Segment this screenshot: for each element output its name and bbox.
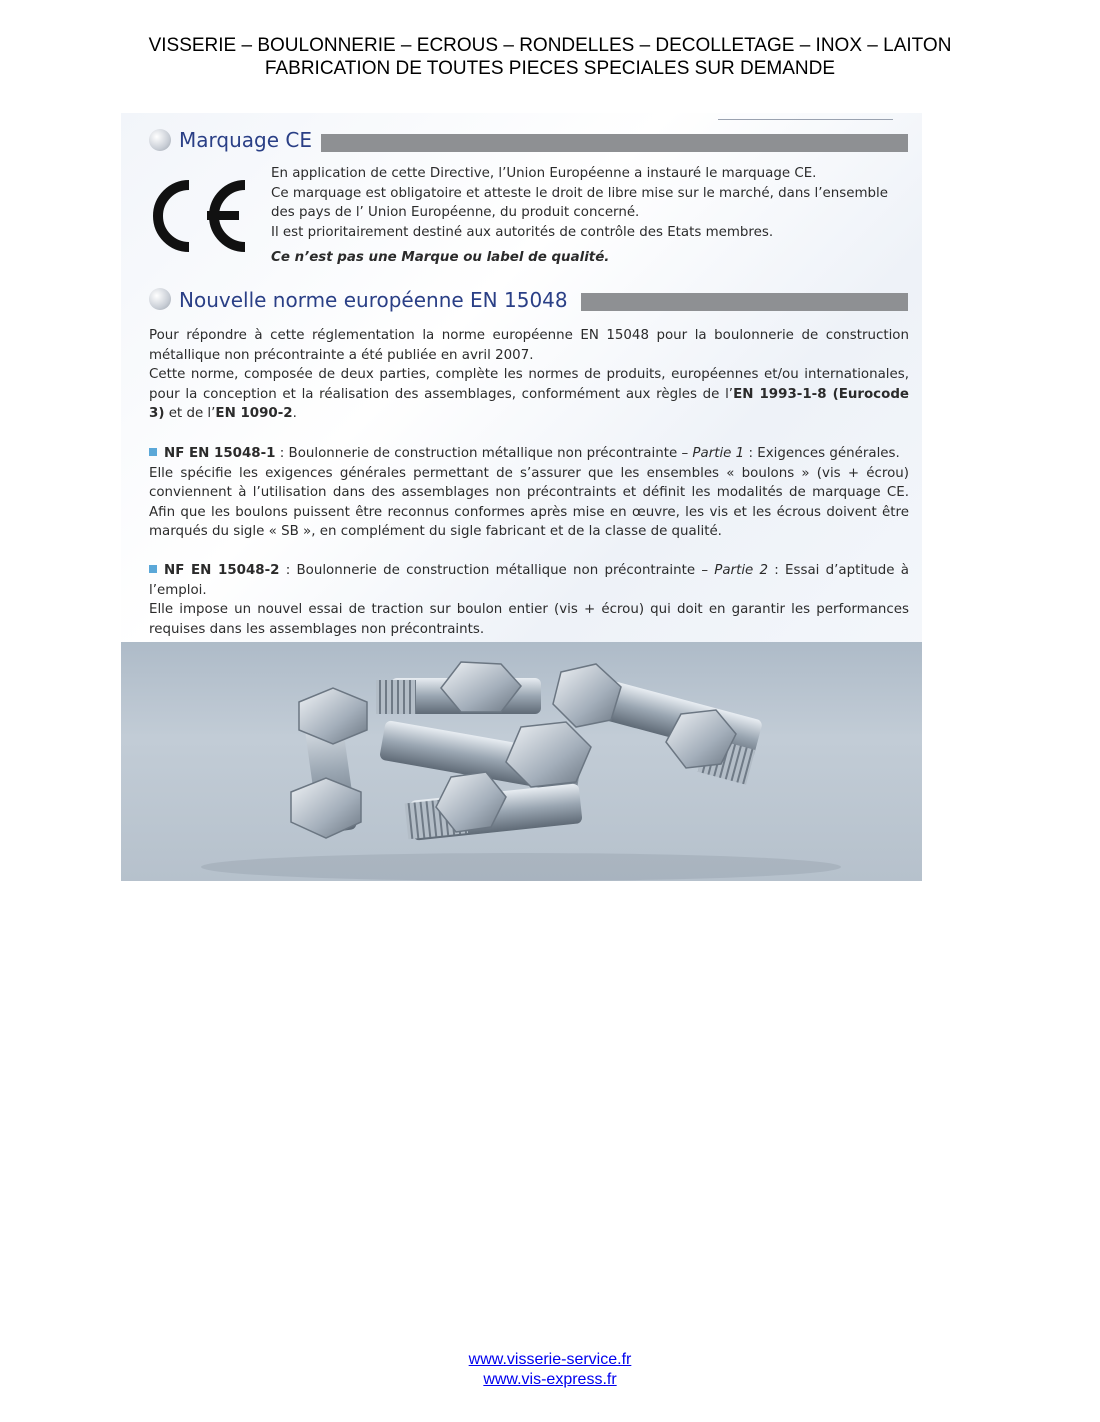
marquage-emphasis: Ce n’est pas une Marque ou label de qualité. bbox=[271, 250, 610, 266]
marquage-line-1: En application de cette Directive, l’Union Européenne a instauré le marquage CE. bbox=[271, 166, 817, 181]
bubble-icon bbox=[149, 129, 171, 151]
part1-code: NF EN 15048-1 bbox=[164, 446, 276, 461]
eurocode-ref: EN 1993-1-8 (Eurocode 3) bbox=[149, 386, 909, 422]
section-bar bbox=[321, 134, 908, 152]
footer-link-vis-express[interactable]: www.vis-express.fr bbox=[483, 1371, 617, 1388]
part2-heading bbox=[149, 561, 909, 600]
part2-desc: : Essai d’aptitude à l’emploi. bbox=[149, 563, 909, 598]
marquage-ce-title: Marquage CE bbox=[179, 128, 312, 152]
part1-heading bbox=[149, 444, 909, 464]
part1-block bbox=[149, 444, 909, 542]
page-footer bbox=[0, 1350, 1100, 1390]
intro-text: . bbox=[292, 406, 297, 422]
part1-desc: : Exigences générales. bbox=[744, 446, 900, 461]
bullet-square-icon bbox=[149, 565, 157, 573]
part2-partie: Partie 2 bbox=[714, 563, 769, 578]
norme-title: Nouvelle norme européenne EN 15048 bbox=[179, 288, 568, 312]
bubble-icon bbox=[149, 288, 171, 310]
part1-body: Elle spécifie les exigences générales permettant de s’assurer que les ensembles « boulons » (vis + écrou) conviennent à l’utilisation dans des assemblages non précontraints et définit les modalités de marquage CE. Afin que les boulons puissent être reconnus conformes après mise en œuvre, les vis et les écrous doivent être marqués du sigle « SB », en complément du sigle fabricant et de la classe de qualité. bbox=[149, 465, 909, 540]
header-line-1: VISSERIE – BOULONNERIE – ECROUS – RONDELLES – DECOLLETAGE – INOX – LAITON bbox=[148, 35, 952, 56]
part2-code: NF EN 15048-2 bbox=[164, 563, 280, 578]
part1-desc: : Boulonnerie de construction métallique non précontrainte – bbox=[275, 446, 693, 461]
bolts-photo bbox=[121, 642, 922, 881]
header-line-2: FABRICATION DE TOUTES PIECES SPECIALES SUR DEMANDE bbox=[264, 58, 836, 79]
part2-body: Elle impose un nouvel essai de traction sur boulon entier (vis + écrou) qui doit en garantir les performances requises dans les assemblages non précontraints. bbox=[149, 602, 909, 637]
part1-partie: Partie 1 bbox=[692, 446, 745, 461]
marquage-text bbox=[271, 164, 911, 268]
marquage-line-2: Ce marquage est obligatoire et atteste le droit de libre mise sur le marché, dans l’ensemble des pays de l’ Union Européenne, du produit concerné. bbox=[271, 185, 888, 221]
section-bar bbox=[581, 293, 908, 311]
marquage-line-3: Il est prioritairement destiné aux autorités de contrôle des Etats membres. bbox=[271, 224, 774, 240]
norme-intro-1: Pour répondre à cette réglementation la norme européenne EN 15048 pour la boulonnerie de construction métallique non précontrainte a été publiée en avril 2007. bbox=[149, 328, 909, 363]
en1090-ref: EN 1090-2 bbox=[215, 406, 293, 422]
page-header bbox=[0, 34, 1100, 80]
intro-text: Cette norme, composée de deux parties, complète les normes de produits, européennes et/ou internationales, pour la conception et la réalisation des assemblages, conformément aux règles de l’ bbox=[149, 367, 909, 402]
bullet-square-icon bbox=[149, 448, 157, 456]
intro-text: et de l’ bbox=[164, 406, 216, 422]
scanned-brochure bbox=[121, 113, 922, 881]
part2-desc: : Boulonnerie de construction métallique non précontrainte – bbox=[279, 563, 715, 578]
part2-block bbox=[149, 561, 909, 639]
norme-intro-2 bbox=[149, 365, 909, 424]
norme-intro bbox=[149, 326, 909, 424]
ce-mark-logo bbox=[145, 177, 255, 255]
footer-link-visserie-service[interactable]: www.visserie-service.fr bbox=[468, 1351, 632, 1368]
decorative-rule bbox=[718, 119, 893, 120]
